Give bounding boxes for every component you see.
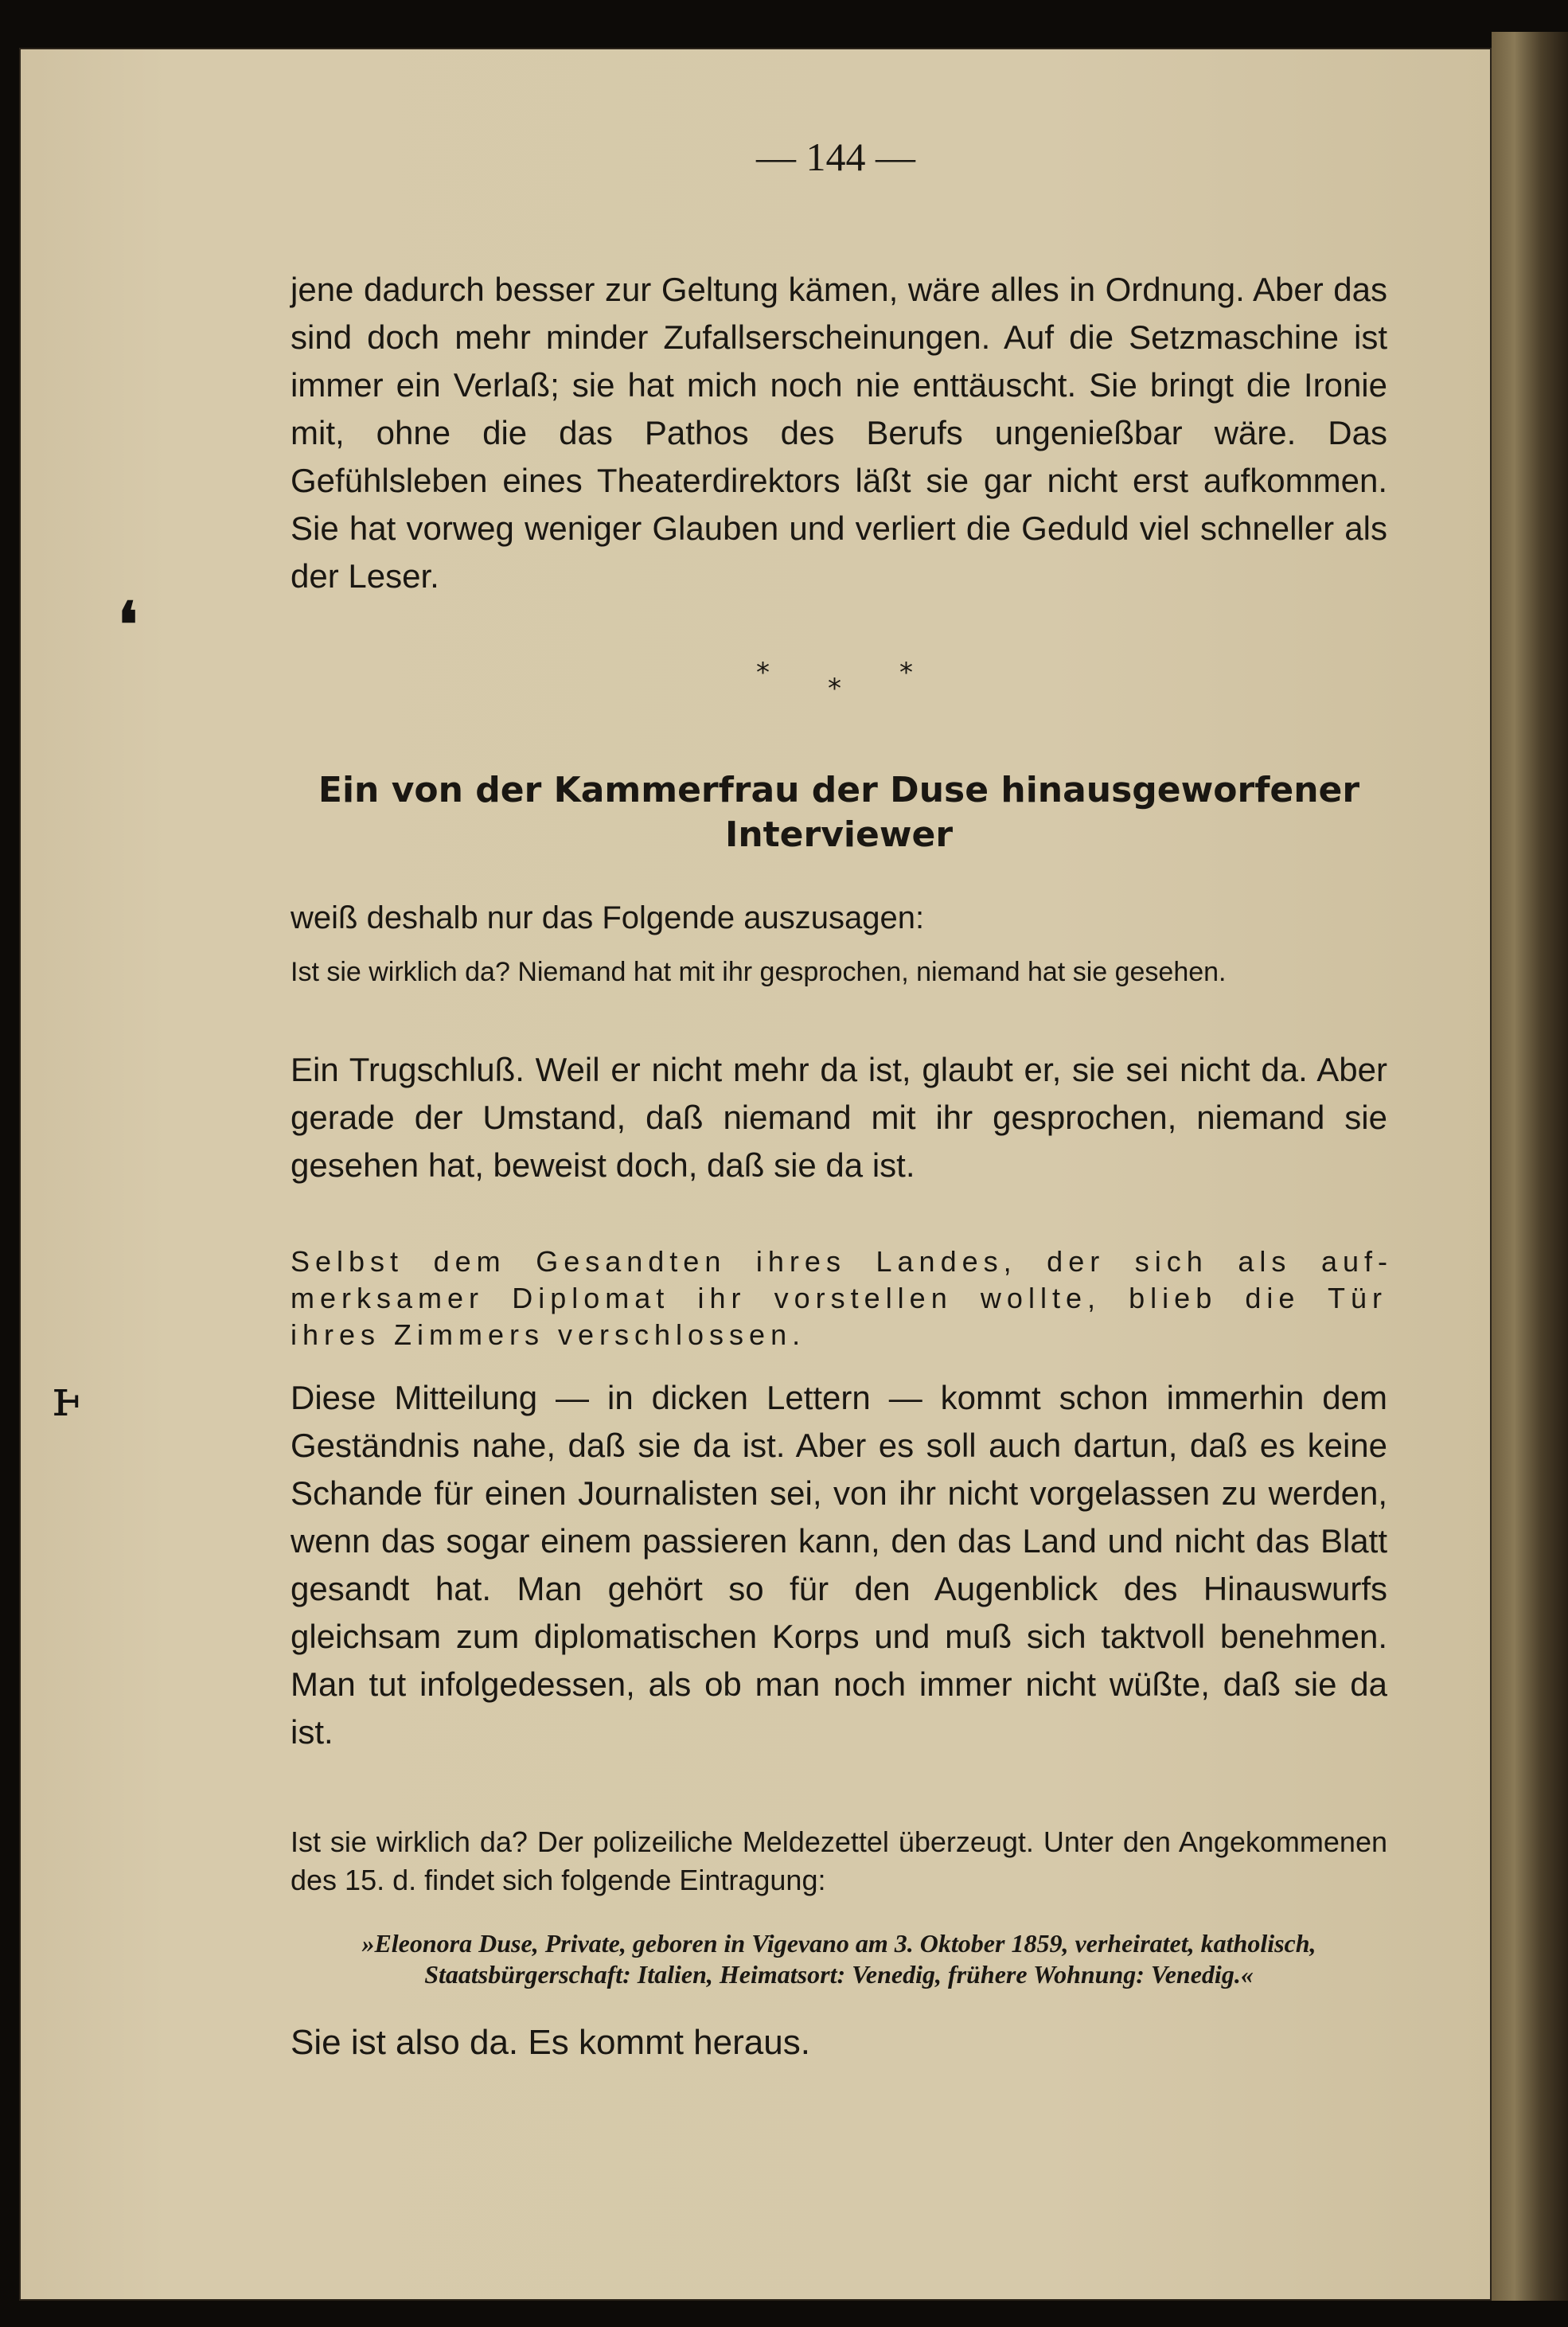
final-line: Sie ist also da. Es kommt heraus. — [291, 2023, 810, 2062]
registration-entry: »Eleonora Duse, Private, geboren in Vigevano am 3. Oktober 1859, verheiratet, katholisch, Staatsbürgerschaft: Italien, Heimatsort: Venedig, frühere Wohnung: Venedig.« — [361, 1929, 1316, 1989]
margin-pencil-mark: ⱶ — [53, 1369, 81, 1428]
quoted-passage-spaced: Selbst dem Gesandten ihres Landes, der sich als aufmerksamer Diplomat ihr vorstellen wollte, blieb die Tür ihres Zimmers verschlossen. — [291, 1245, 1387, 1351]
section-heading: Ein von der Kammerfrau der Duse hinausgeworfener Interviewer — [318, 770, 1360, 855]
page-number: — 144 — — [756, 135, 915, 179]
quoted-passage-1: Ist sie wirklich da? Niemand hat mit ihr gesprochen, niemand hat sie gesehen. — [291, 957, 1227, 987]
star-left: * — [756, 657, 770, 689]
page-edge — [1492, 32, 1568, 2301]
paragraph-1: jene dadurch besser zur Geltung kämen, wäre alles in Ordnung. Aber das sind doch mehr minder Zufallserscheinungen. Auf die Setzmaschine ist immer ein Verlaß; sie hat mich noch nie enttäuscht. Sie bringt die Ironie mit, ohne die das Pathos des Berufs ungenießbar wäre. Das Gefühlsleben eines Theaterdirektors läßt sie gar nicht erst aufkommen. Sie hat vorweg weniger Glauben und verliert die Geduld viel schneller als der Leser. — [291, 271, 1387, 595]
paragraph-3: Diese Mitteilung — in dicken Lettern — kommt schon immerhin dem Geständnis nahe, daß sie da ist. Aber es soll auch dartun, daß es keine Schande für einen Journalisten sei, von ihr nicht vorgelassen zu werden, wenn das sogar einem passieren kann, den das Land und nicht das Blatt gesandt hat. Man gehört so für den Augenblick des Hinauswurfs gleichsam zum diplomatischen Korps und muß sich taktvoll benehmen. Man tut infolgedessen, als ob man noch immer nicht wüßte, daß sie da ist. — [291, 1379, 1387, 1751]
intro-line: weiß deshalb nur das Folgende auszusagen: — [291, 900, 925, 935]
quoted-passage-2: Ist sie wirklich da? Der polizeiliche Meldezettel überzeugt. Unter den Angekommenen des 15. d. findet sich folgende Eintragung: — [291, 1825, 1387, 1896]
star-middle: * — [828, 673, 841, 705]
section-separator — [716, 649, 955, 720]
star-right: * — [899, 657, 913, 689]
paragraph-2: Ein Trugschluß. Weil er nicht mehr da ist, glaubt er, sie sei nicht da. Aber gerade der Umstand, daß niemand mit ihr gesprochen, niemand sie gesehen hat, beweist doch, daß sie da ist. — [291, 1051, 1387, 1184]
margin-ink-mark: ❛ — [118, 589, 138, 662]
